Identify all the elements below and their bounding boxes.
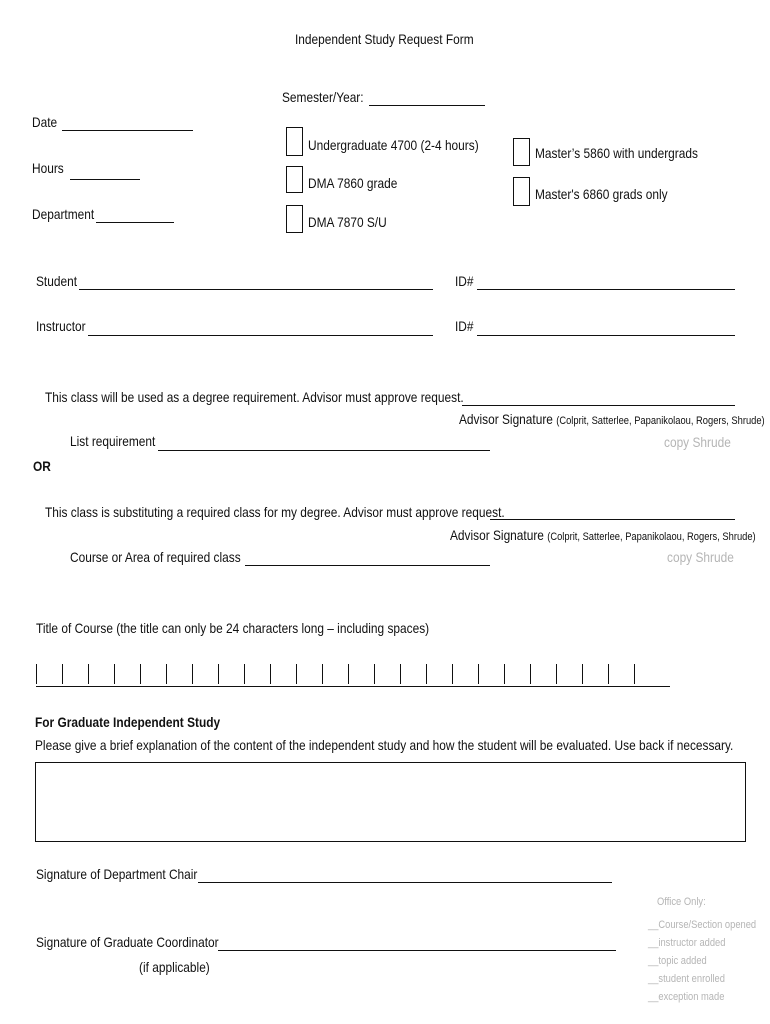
department-field[interactable]	[96, 222, 174, 223]
office-item: __exception made	[648, 991, 725, 1003]
student-id-field[interactable]	[477, 289, 735, 290]
required-class-field[interactable]	[245, 565, 490, 566]
date-label: Date	[32, 114, 58, 130]
hours-label: Hours	[32, 160, 64, 176]
office-item: __student enrolled	[648, 973, 725, 985]
office-item: __instructor added	[648, 937, 726, 949]
degree-requirement-text: This class will be used as a degree requirement. Advisor must approve request.	[45, 389, 464, 405]
chair-signature-field[interactable]	[198, 882, 612, 883]
student-field[interactable]	[79, 289, 433, 290]
course-title-label: Title of Course (the title can only be 24 characters long – including spaces)	[36, 620, 430, 636]
degree-advisor-signature-caption: Advisor Signature (Colprit, Satterlee, Papanikolaou, Rogers, Shrude)	[459, 411, 765, 427]
undergraduate-checkbox[interactable]	[286, 127, 303, 156]
substitution-advisor-signature-field[interactable]	[490, 519, 735, 520]
list-requirement-label: List requirement	[70, 433, 156, 449]
or-label: OR	[33, 458, 51, 474]
instructor-id-field[interactable]	[477, 335, 735, 336]
explanation-textarea[interactable]	[35, 762, 746, 842]
department-label: Department	[32, 206, 95, 222]
student-label: Student	[36, 273, 78, 289]
office-only-heading: Office Only:	[657, 896, 706, 908]
list-requirement-field[interactable]	[158, 450, 490, 451]
degree-copy-note: copy Shrude	[664, 434, 731, 450]
instructor-field[interactable]	[88, 335, 433, 336]
date-field[interactable]	[62, 130, 193, 131]
coordinator-signature-field[interactable]	[218, 950, 616, 951]
dma-su-label: DMA 7870 S/U	[308, 214, 387, 230]
graduate-heading: For Graduate Independent Study	[35, 714, 221, 730]
semester-label: Semester/Year:	[282, 89, 364, 105]
form-title: Independent Study Request Form	[295, 31, 474, 47]
substitution-text: This class is substituting a required class for my degree. Advisor must approve request.	[45, 504, 505, 520]
coordinator-signature-label: Signature of Graduate Coordinator	[36, 934, 219, 950]
undergraduate-label: Undergraduate 4700 (2-4 hours)	[308, 137, 479, 153]
substitution-advisor-signature-caption: Advisor Signature (Colprit, Satterlee, Papanikolaou, Rogers, Shrude)	[450, 527, 756, 543]
instructor-id-label: ID#	[455, 318, 474, 334]
office-item: __Course/Section opened	[648, 919, 757, 931]
masters-6860-checkbox[interactable]	[513, 177, 530, 206]
masters-5860-checkbox[interactable]	[513, 138, 530, 166]
instructor-label: Instructor	[36, 318, 86, 334]
substitution-copy-note: copy Shrude	[667, 549, 734, 565]
office-item: __topic added	[648, 955, 707, 967]
dma-su-checkbox[interactable]	[286, 205, 303, 233]
chair-signature-label: Signature of Department Chair	[36, 866, 198, 882]
course-title-character-boxes[interactable]	[36, 660, 670, 687]
masters-5860-label: Master’s 5860 with undergrads	[535, 145, 698, 161]
student-id-label: ID#	[455, 273, 474, 289]
masters-6860-label: Master's 6860 grads only	[535, 186, 668, 202]
graduate-instructions: Please give a brief explanation of the content of the independent study and how the student will be evaluated. Use back if necessary.	[35, 737, 734, 753]
degree-advisor-signature-field[interactable]	[462, 405, 735, 406]
dma-grade-label: DMA 7860 grade	[308, 175, 398, 191]
dma-grade-checkbox[interactable]	[286, 166, 303, 193]
hours-field[interactable]	[70, 179, 140, 180]
required-class-label: Course or Area of required class	[70, 549, 241, 565]
if-applicable-note: (if applicable)	[139, 959, 210, 975]
semester-field[interactable]	[369, 105, 485, 106]
